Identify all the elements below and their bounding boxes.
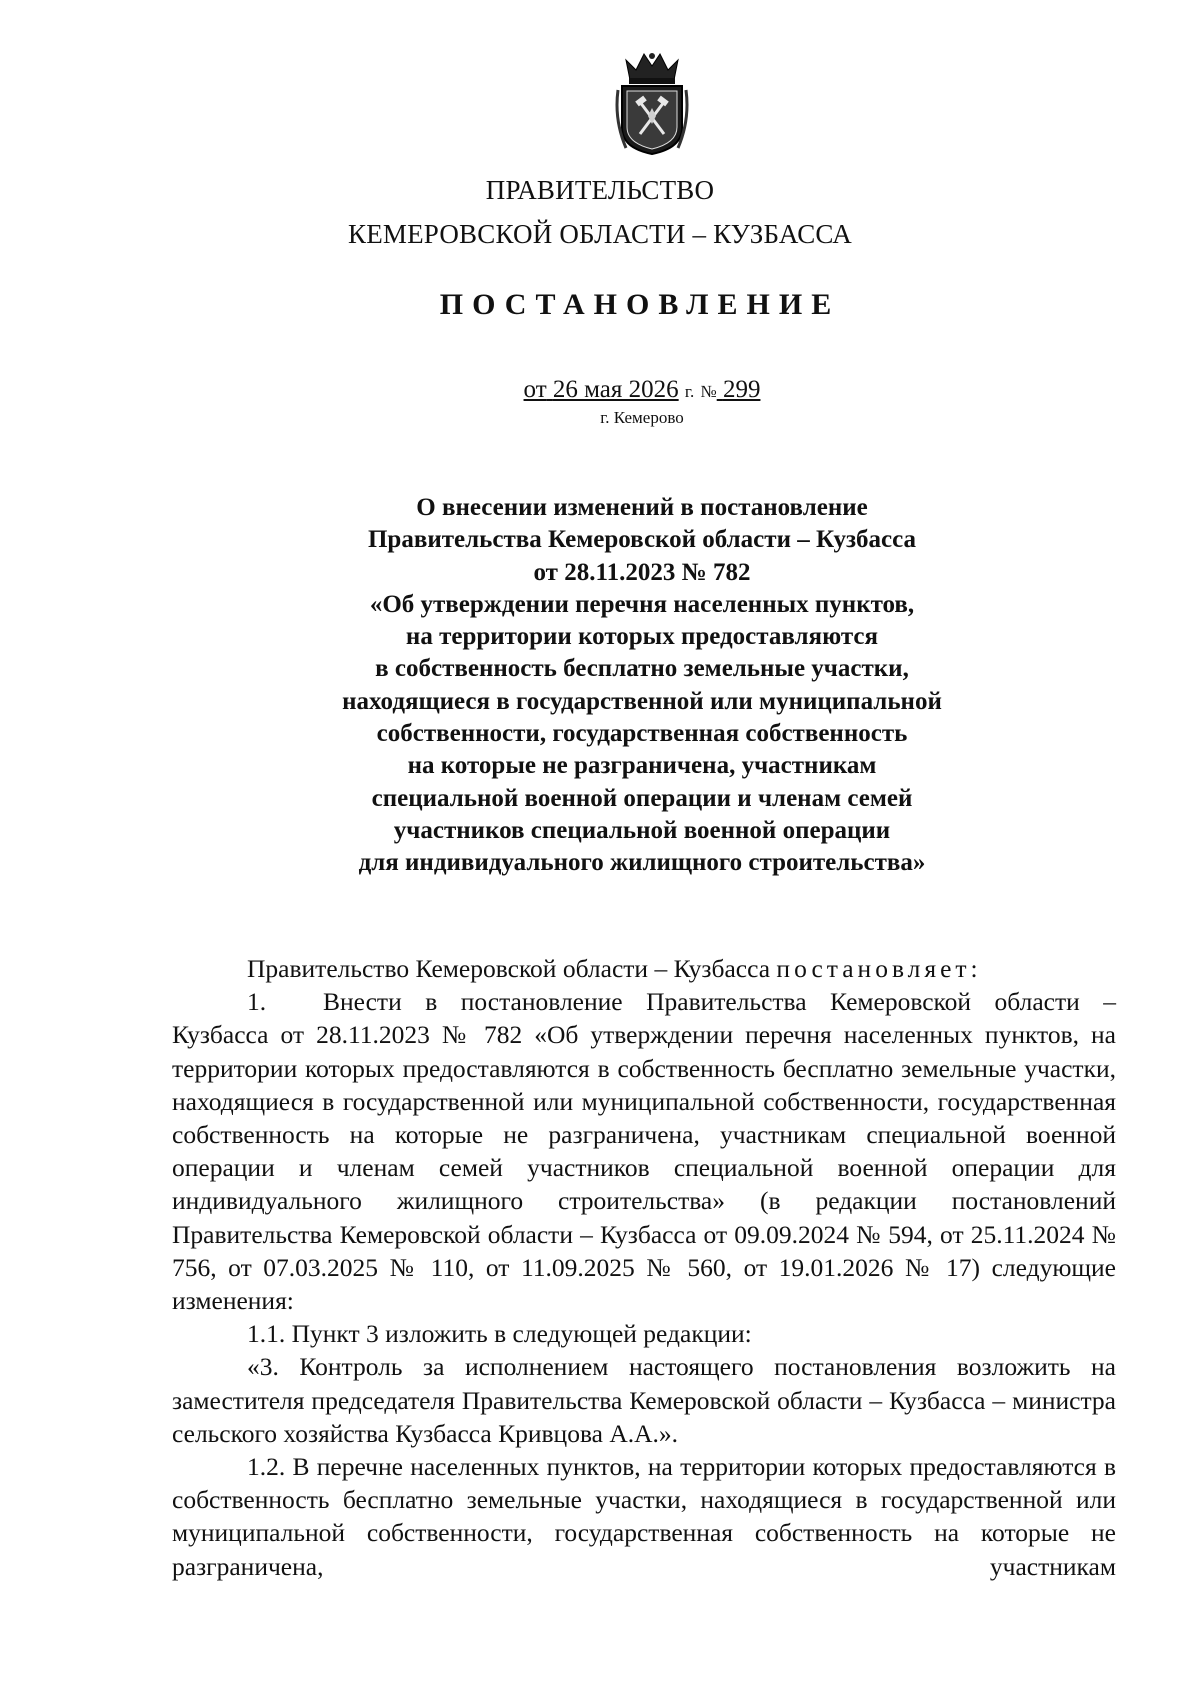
org-line-2: КЕМЕРОВСКОЙ ОБЛАСТИ – КУЗБАССА xyxy=(348,219,852,249)
organization-name xyxy=(0,168,1200,256)
title-line: для индивидуального жилищного строительства» xyxy=(358,849,926,877)
document-title xyxy=(0,492,1200,880)
title-line: на которые не разграничена, участникам xyxy=(407,752,877,780)
title-line: Правительства Кемеровской области – Кузбасса xyxy=(367,526,917,554)
document-date: 26 мая 2026 xyxy=(552,376,679,403)
paragraph-1 xyxy=(172,985,1116,1317)
title-line: от 28.11.2023 № 782 xyxy=(533,558,751,586)
paragraph-1-number: 1. xyxy=(247,987,267,1017)
paragraph-1-1: 1.1. Пункт 3 изложить в следующей редакции: xyxy=(247,1319,752,1349)
intro-text: Правительство Кемеровской области – Кузбасса xyxy=(247,954,777,983)
paragraph-1-1-quote: «3. Контроль за исполнением настоящего постановления возложить на заместителя председателя Правительства Кемеровской области – Кузбасса – министра сельского хозяйства Кузбасса Кривцова А.А.». xyxy=(172,1352,1116,1448)
title-line: собственности, государственная собственность xyxy=(376,720,908,748)
intro-paragraph xyxy=(172,952,1116,985)
title-line: находящиеся в государственной или муниципальной xyxy=(342,687,942,715)
paragraph-1-2: 1.2. В перечне населенных пунктов, на территории которых предоставляются в собственность бесплатно земельные участки, находящиеся в государственной или муниципальной собственности, государственная собственность на которые не разграничена, участникам xyxy=(172,1452,1116,1581)
year-suffix: г. xyxy=(684,382,695,401)
paragraph-1-text: Внести в постановление Правительства Кемеровской области – Кузбасса от 28.11.2023 № 782 «Об утверждении перечня населенных пунктов, на территории которых предоставляются в собственность бесплатно земельные участки, находящиеся в государственной или муниципальной собственности, государственная собственность на которые не разграничена, участникам специальной военной операции и членам семей участников специальной военной операции для индивидуального жилищного строительства» (в редакции постановлений Правительства Кемеровской области – Кузбасса от 09.09.2024 № 594, от 25.11.2024 № 756, от 07.03.2025 № 110, от 11.09.2025 № 560, от 19.01.2026 № 17) следующие изменения: xyxy=(172,987,1116,1316)
date-prefix: от xyxy=(523,376,547,403)
date-number-line xyxy=(0,376,1200,404)
title-line: участников специальной военной операции xyxy=(393,816,891,844)
intro-verb: постановляет: xyxy=(776,954,982,983)
document-number: 299 xyxy=(722,376,761,403)
number-sign: № xyxy=(700,382,717,401)
title-line: специальной военной операции и членам семей xyxy=(371,784,913,812)
kuzbass-coat-of-arms-icon xyxy=(612,50,692,156)
city: г. Кемерово xyxy=(600,408,684,427)
title-line: О внесении изменений в постановление xyxy=(416,494,868,521)
title-line: в собственность бесплатно земельные участки, xyxy=(375,655,909,683)
org-line-1: ПРАВИТЕЛЬСТВО xyxy=(485,175,715,205)
title-line: на территории которых предоставляются xyxy=(405,623,879,651)
document-type: ПОСТАНОВЛЕНИЕ xyxy=(439,288,841,321)
document-body xyxy=(172,952,1116,1583)
title-line: «Об утверждении перечня населенных пунктов, xyxy=(369,590,915,618)
